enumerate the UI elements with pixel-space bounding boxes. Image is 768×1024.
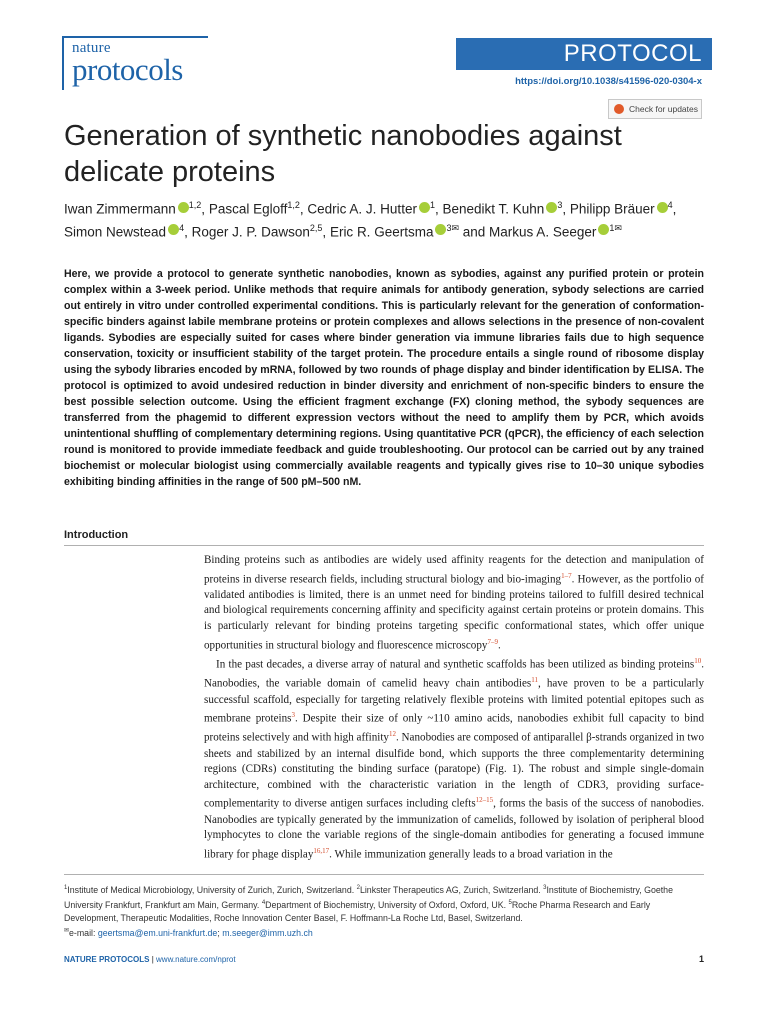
- affiliations: [64, 882, 704, 940]
- article-title: Generation of synthetic nanobodies against delicate proteins: [64, 120, 622, 188]
- reference-citation[interactable]: 16,17: [313, 846, 330, 855]
- author-affiliation-mark: 2,5: [309, 222, 323, 233]
- reference-citation[interactable]: 1–7: [561, 571, 572, 580]
- affiliation-number: 5: [508, 899, 512, 906]
- reference-citation[interactable]: 10: [694, 656, 702, 665]
- journal-logo[interactable]: [62, 36, 208, 90]
- author-separator: ,: [562, 201, 570, 217]
- affiliation-text: Institute of Medical Microbiology, University of Zurich, Zurich, Switzerland.: [67, 884, 357, 895]
- author-name[interactable]: Benedikt T. Kuhn: [442, 201, 545, 217]
- email-link[interactable]: m.seeger@imm.uzh.ch: [222, 927, 313, 938]
- article-type-label: PROTOCOL: [563, 40, 702, 67]
- email-link[interactable]: geertsma@em.uni-frankfurt.de: [97, 927, 218, 938]
- page-footer: [64, 955, 236, 964]
- update-icon: [614, 104, 624, 114]
- author-name[interactable]: Markus A. Seeger: [489, 224, 597, 239]
- orcid-icon[interactable]: [657, 202, 668, 213]
- affiliation-text: Roche Pharma Research and Early Development, Therapeutic Modalities, Roche Innovation Center Basel, F. Hoffmann-La Roche Ltd, Basel, Switzerland.: [64, 899, 651, 923]
- author-separator: ,: [184, 224, 192, 239]
- introduction-body: [204, 553, 704, 863]
- affiliation-number: 3: [543, 885, 547, 891]
- author-name[interactable]: Cedric A. J. Hutter: [307, 201, 417, 217]
- author-name[interactable]: Iwan Zimmermann: [64, 201, 176, 217]
- section-divider: [64, 545, 704, 546]
- page-number: 1: [698, 954, 704, 964]
- paragraph-text: . Nanobodies, the variable domain of camelid heavy chain antibodies: [204, 658, 704, 690]
- logo-line-protocols: protocols: [72, 52, 183, 87]
- author-separator: ,: [672, 201, 677, 217]
- reference-citation[interactable]: 12: [388, 730, 396, 739]
- author-separator: and: [459, 224, 490, 239]
- author-affiliation-mark: 1✉: [609, 222, 622, 233]
- paragraph-text: Binding proteins such as antibodies are widely used affinity reagents for the detection and manipulation of proteins in diverse research fields, including structural biology and bio-imaging: [204, 554, 704, 586]
- author-separator: ,: [434, 201, 443, 217]
- orcid-icon[interactable]: [168, 224, 179, 235]
- orcid-icon[interactable]: [435, 224, 446, 235]
- author-affiliation-mark: 3✉: [446, 222, 460, 233]
- author-name[interactable]: Philipp Bräuer: [569, 201, 655, 217]
- author-separator: ,: [201, 201, 209, 217]
- paragraph-text: . Nanobodies are composed of antiparallel β-strands organized in two sheets and stabilized by an internal disulfide bond, which supports the three complementarity determining regions (CDRs) constituting the binding surface (paratope) (Fig. 1). The robust and simple single-domain architecture, combined with the characteristic variation in the length of CDR3, providing surface-complementarity to diverse antigen surfaces including clefts: [204, 732, 704, 811]
- logo-line-nature: nature: [72, 40, 111, 56]
- abstract: Here, we provide a protocol to generate synthetic nanobodies, known as sybodies, against any purified protein or protein complex within a 3-week period. Unlike methods that require animals for antibody generation, sybody selections are carried out entirely in vitro under controlled experimental conditions. This is particularly relevant for the generation of conformation-specific binders against labile membrane proteins or protein complexes and allows selections in the presence of non-covalent ligands. Sybodies are especially suited for cases where binder generation via immune libraries fails due to high sequence conservation, toxicity or insufficient stability of the target protein. The procedure entails a single round of ribosome display using the sybody libraries encoded by mRNA, followed by two rounds of phage display and binder identification by ELISA. The protocol is optimized to avoid undesired reduction in binder diversity and enrichment of non-specific binders to ensure the best possible selection outcome. Using the efficient fragment exchange (FX) cloning method, the sybody sequences are transferred from the phagemid to different expression vectors without the need to amplify them by PCR, which avoids unintentional shuffling of complementary determining regions. Using quantitative PCR (qPCR), the efficiency of each selection round is monitored to provide immediate feedback and guide troubleshooting. Our protocol can be carried out by any trained biochemist or molecular biologist using commercially available reagents and typically gives rise to 10–30 unique sybodies exhibiting binding affinities in the range of 500 pM–500 nM.: [64, 268, 704, 488]
- reference-citation[interactable]: 3: [291, 711, 295, 720]
- author-affiliation-mark: 4: [667, 200, 673, 210]
- check-updates-label: Check for updates: [629, 104, 698, 114]
- affiliation-text: Linkster Therapeutics AG, Zurich, Switzerland.: [359, 884, 544, 895]
- affiliation-number: 4: [261, 899, 266, 906]
- author-affiliation-mark: 4: [179, 222, 185, 233]
- article-type-banner: [456, 38, 712, 70]
- paragraph-text: . However, as the portfolio of validated antibodies is limited, there is an unmet need for binding proteins tailored to fulfill desired technical and biological requirements concerning affinity and specificity against certain proteins or protein domains. This is particularly relevant for binding proteins targeting specific conformational states, which offer unique opportunities in structural biology and fluorescence microscopy: [204, 573, 704, 652]
- orcid-icon[interactable]: [598, 224, 609, 235]
- author-separator: ,: [322, 224, 330, 239]
- orcid-icon[interactable]: [546, 202, 557, 213]
- paragraph: [204, 654, 704, 863]
- author-affiliation-mark: 1: [429, 200, 435, 210]
- footnote-divider: [64, 874, 704, 875]
- footer-url[interactable]: www.nature.com/nprot: [156, 955, 236, 964]
- affiliation-list: [64, 885, 673, 923]
- author-list: [64, 196, 714, 241]
- paragraph-text: . Despite their size of only ~110 amino acids, nanobodies exhibit full capacity to bind proteins selectively and with high affinity: [204, 712, 704, 745]
- check-updates-button[interactable]: [608, 99, 702, 119]
- paragraph-text: .: [497, 639, 501, 652]
- author-name[interactable]: Simon Newstead: [64, 224, 167, 239]
- doi-link[interactable]: https://doi.org/10.1038/s41596-020-0304-x: [515, 76, 702, 87]
- paragraph-text: In the past decades, a diverse array of natural and synthetic scaffolds has been utilized as binding proteins: [216, 658, 695, 671]
- envelope-icon: ✉: [64, 927, 70, 934]
- section-heading-introduction: Introduction: [64, 529, 129, 541]
- author-name[interactable]: Roger J. P. Dawson: [191, 224, 310, 239]
- author-name[interactable]: Pascal Egloff: [208, 201, 288, 217]
- reference-citation[interactable]: 11: [531, 676, 538, 685]
- orcid-icon[interactable]: [419, 202, 430, 213]
- affiliation-number: 2: [356, 885, 360, 891]
- paragraph-text: . While immunization generally leads to a broad variation in the: [329, 848, 613, 861]
- affiliation-text: Institute of Biochemistry, Goethe University Frankfurt, Frankfurt am Main, Germany.: [64, 884, 673, 910]
- author-affiliation-mark: 1,2: [287, 200, 300, 210]
- paragraph: [204, 553, 704, 654]
- paragraph-text: , have proven to be a particularly successful scaffold, especially for targeting relatively flexible proteins with limited potential epitopes such as membrane proteins: [204, 677, 704, 725]
- author-separator: ,: [299, 201, 308, 217]
- orcid-icon[interactable]: [178, 202, 189, 213]
- footer-journal: NATURE PROTOCOLS: [64, 955, 150, 964]
- affiliation-text: Department of Biochemistry, University of Oxford, Oxford, UK.: [265, 899, 509, 910]
- author-name[interactable]: Eric R. Geertsma: [329, 224, 434, 239]
- paragraph-text: , forms the basis of the success of nanobodies. Nanobodies are typically generated by the immunization of camelids, followed by isolation of peripheral blood lymphocytes to clone the variable regions of the single-domain antibodies for generating a focused immune library for phage display: [204, 798, 704, 861]
- email-label: e-mail:: [69, 927, 98, 938]
- footer-separator: |: [149, 955, 157, 964]
- reference-citation[interactable]: 12–15: [475, 796, 494, 805]
- author-affiliation-mark: 3: [557, 200, 563, 210]
- email-separator: ;: [217, 927, 223, 938]
- affiliation-number: 1: [64, 885, 68, 891]
- reference-citation[interactable]: 7–9: [487, 637, 498, 646]
- author-affiliation-mark: 1,2: [188, 200, 202, 210]
